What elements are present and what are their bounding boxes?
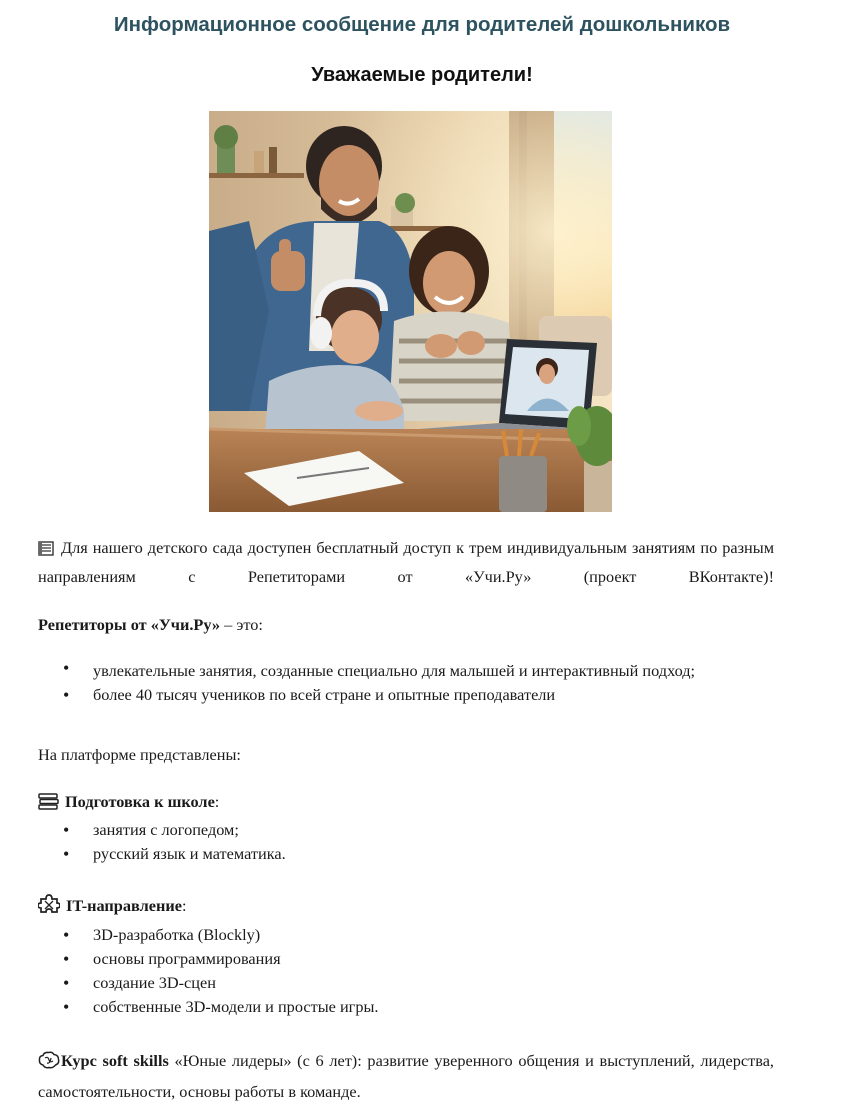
soft-skills-title: Курс soft skills	[61, 1051, 169, 1070]
greeting-heading: Уважаемые родители!	[311, 64, 533, 86]
school-prep-list	[38, 818, 774, 866]
books-stack-icon	[38, 792, 59, 818]
tutors-heading	[38, 612, 774, 638]
puzzle-icon	[38, 894, 60, 922]
list-item: • основы программирования	[38, 947, 774, 971]
list-item: • собственные 3D-модели и простые игры.	[38, 995, 774, 1019]
it-heading	[38, 893, 774, 922]
list-item: • 3D-разработка (Blockly)	[38, 923, 774, 947]
list-item: • более 40 тысяч учеников по всей стране и опытные преподаватели	[38, 683, 774, 707]
soft-skills-paragraph	[38, 1047, 774, 1106]
it-title: IT-направление	[66, 896, 182, 915]
soft-skills-text: «Юные лидеры» (с 6 лет): развитие уверенного общения и выступлений, лидерства, самостоятельности, основы работы в команде.	[38, 1051, 774, 1101]
list-item: • увлекательные занятия, созданные специально для малышей и интерактивный подход;	[38, 658, 774, 683]
school-prep-title: Подготовка к школе	[65, 792, 215, 811]
list-item: • русский язык и математика.	[38, 842, 774, 866]
tutors-list	[38, 658, 774, 707]
it-list	[38, 923, 774, 1019]
family-video-call-photo	[209, 111, 612, 512]
school-prep-heading	[38, 789, 774, 818]
intro-text: Для нашего детского сада доступен бесплатный доступ к трем индивидуальным занятиям по разным направлениям с Репетиторами от «Учи.Ру» (проект ВКонтакте)!	[38, 538, 774, 586]
book-icon	[38, 538, 55, 564]
tutors-heading-bold: Репетиторы от «Учи.Ру»	[38, 615, 221, 634]
list-item: • создание 3D-сцен	[38, 971, 774, 995]
list-item: • занятия с логопедом;	[38, 818, 774, 842]
it-colon: :	[181, 896, 187, 915]
tutors-heading-rest: – это:	[220, 615, 263, 634]
platform-intro: На платформе представлены:	[38, 745, 241, 764]
intro-paragraph	[38, 535, 774, 590]
school-prep-colon: :	[214, 792, 220, 811]
brain-icon	[38, 1050, 60, 1078]
page-title: Информационное сообщение для родителей дошкольников	[113, 13, 731, 36]
